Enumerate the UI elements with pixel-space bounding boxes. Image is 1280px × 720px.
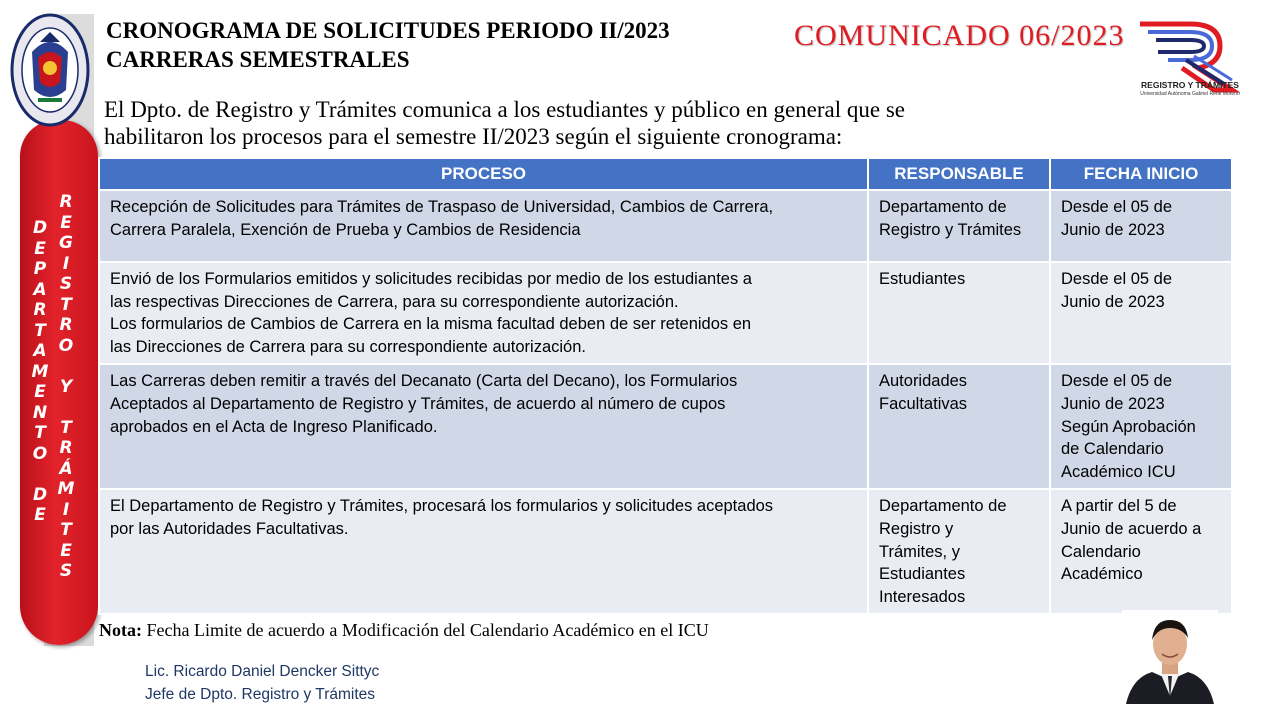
cell-fecha-inicio <box>1050 262 1232 364</box>
schedule-table <box>98 157 1233 615</box>
cell-fecha-inicio-line: Junio de 2023 <box>1061 292 1165 311</box>
footnote <box>99 620 709 641</box>
cell-fecha-inicio-line: Según Aprobación <box>1061 417 1196 436</box>
cell-responsable-line: Trámites, y <box>879 542 960 561</box>
org-logo-subtitle: Universidad Autónoma Gabriel René Moreno <box>1140 91 1240 97</box>
banner-letter: R <box>59 438 73 458</box>
cell-responsable-line: Departamento de <box>879 497 1007 516</box>
banner-letter: E <box>60 540 72 561</box>
table-row-remision <box>99 364 1232 489</box>
cell-responsable <box>868 489 1050 614</box>
cell-proceso-line: Envió de los Formularios emitidos y solicitudes recibidas por medio de los estudiantes a <box>110 270 752 288</box>
banner-word-departamento-de <box>30 218 50 526</box>
banner-letter: Á <box>59 458 73 479</box>
comunicado-number: COMUNICADO 06/2023 <box>794 19 1125 52</box>
note-label: Nota: <box>99 620 142 640</box>
cell-responsable-line: Estudiantes <box>879 565 966 584</box>
cell-fecha-inicio-line: de Calendario <box>1061 440 1164 459</box>
title-line-1: CRONOGRAMA DE SOLICITUDES PERIODO II/2023 <box>106 18 670 43</box>
banner-letter: A <box>33 279 47 300</box>
table-header-row <box>99 158 1232 190</box>
cell-fecha-inicio <box>1050 489 1232 614</box>
cell-proceso-line: Aceptados al Departamento de Registro y Trámites, de acuerdo al número de cupos <box>110 394 726 413</box>
intro-paragraph <box>104 96 1116 150</box>
cell-proceso-line: Los formularios de Cambios de Carrera en la misma facultad deben de ser retenidos en <box>110 315 752 334</box>
cell-responsable-line: Facultativas <box>879 394 968 413</box>
signer-name: Lic. Ricardo Daniel Dencker Sittyc <box>145 663 380 680</box>
cell-proceso-line: Recepción de Solicitudes para Trámites de Traspaso de Universidad, Cambios de Carrera, <box>110 198 774 216</box>
banner-letter: I <box>62 253 70 274</box>
banner-letter: T <box>34 423 46 443</box>
cell-fecha-inicio-line: Desde el 05 de <box>1061 372 1172 391</box>
banner-letter: G <box>59 233 73 253</box>
banner-letter <box>63 356 69 377</box>
banner-word-registro-y-tramites <box>56 192 76 582</box>
cell-proceso-line: las Direcciones de Carrera para su correspondiente autorización. <box>110 337 586 356</box>
banner-letter: E <box>34 505 46 525</box>
cell-responsable-line: Registro y Trámites <box>879 220 1022 239</box>
banner-letter: S <box>59 561 73 581</box>
cell-fecha-inicio-line: A partir del 5 de <box>1061 497 1177 516</box>
signer-portrait-photo <box>1122 610 1218 704</box>
cell-fecha-inicio-line: Junio de 2023 <box>1061 220 1165 239</box>
page-title <box>106 16 670 74</box>
banner-letter: I <box>62 499 70 520</box>
cell-fecha-inicio-line: Junio de 2023 <box>1061 394 1165 413</box>
cell-proceso <box>99 489 868 614</box>
banner-letter: M <box>31 361 49 382</box>
banner-letter: D <box>32 484 48 505</box>
banner-letter: O <box>32 443 48 464</box>
banner-letter: E <box>60 212 72 233</box>
org-logo-name: REGISTRO Y TRÁMITES <box>1141 80 1239 90</box>
cell-proceso <box>99 190 868 262</box>
cell-proceso-line: Las Carreras deben remitir a través del Decanato (Carta del Decano), los Formularios <box>110 372 738 391</box>
cell-fecha-inicio <box>1050 190 1232 262</box>
cell-responsable <box>868 190 1050 262</box>
university-seal-logo <box>10 12 90 128</box>
cell-responsable <box>868 262 1050 364</box>
cell-fecha-inicio-line: Junio de acuerdo a <box>1061 519 1202 538</box>
cell-proceso-line: El Departamento de Registro y Trámites, procesará los formularios y solicitudes aceptados <box>110 497 774 516</box>
cell-proceso-line: por las Autoridades Facultativas. <box>110 519 349 538</box>
note-text: Fecha Limite de acuerdo a Modificación del Calendario Académico en el ICU <box>142 620 709 640</box>
banner-letter: P <box>33 259 47 279</box>
table-row-procesamiento <box>99 489 1232 614</box>
cell-proceso-line: las respectivas Direcciones de Carrera, para su correspondiente autorización. <box>110 292 679 311</box>
banner-letter <box>37 464 43 485</box>
banner-letter: S <box>59 274 73 294</box>
banner-letter: T <box>34 320 46 341</box>
banner-letter: E <box>34 382 46 402</box>
cell-proceso <box>99 262 868 364</box>
intro-line-1: El Dpto. de Registro y Trámites comunica a los estudiantes y público en general que se <box>104 97 906 122</box>
intro-line-2: habilitaron los procesos para el semestre II/2023 según el siguiente cronograma: <box>104 124 843 149</box>
banner-letter: O <box>58 335 74 356</box>
column-header-proceso: PROCESO <box>99 158 868 190</box>
signer-role: Jefe de Dpto. Registro y Trámites <box>145 686 376 703</box>
banner-letter: R <box>33 300 47 320</box>
table-row-envio <box>99 262 1232 364</box>
cell-proceso <box>99 364 868 489</box>
banner-letter: T <box>60 294 72 315</box>
cell-responsable <box>868 364 1050 489</box>
column-header-fecha-inicio: FECHA INICIO <box>1050 158 1232 190</box>
cell-responsable-line: Departamento de <box>879 198 1007 216</box>
cell-responsable-line: Registro y <box>879 519 954 538</box>
cell-responsable-line: Interesados <box>879 587 966 606</box>
banner-letter: M <box>57 479 75 499</box>
cell-fecha-inicio-line: Académico <box>1061 565 1143 584</box>
banner-letter <box>63 397 69 418</box>
banner-letter: R <box>59 192 73 212</box>
banner-letter: N <box>32 402 48 423</box>
cell-fecha-inicio-line: Desde el 05 de <box>1061 198 1172 216</box>
banner-letter: Y <box>59 376 73 397</box>
cell-fecha-inicio-line: Desde el 05 de <box>1061 270 1172 288</box>
banner-letter: T <box>60 520 72 540</box>
signature-block <box>145 660 379 706</box>
banner-letter: D <box>32 218 48 238</box>
banner-letter: A <box>33 341 47 361</box>
cell-fecha-inicio-line: Calendario <box>1061 542 1141 561</box>
cell-proceso-line: Carrera Paralela, Exención de Prueba y Cambios de Residencia <box>110 220 581 239</box>
title-line-2: CARRERAS SEMESTRALES <box>106 47 410 72</box>
column-header-responsable: RESPONSABLE <box>868 158 1050 190</box>
banner-letter: E <box>34 238 46 259</box>
table-row-recepcion <box>99 190 1232 262</box>
cell-responsable-line: Estudiantes <box>879 270 966 288</box>
banner-letter: T <box>60 417 72 438</box>
cell-responsable-line: Autoridades <box>879 372 968 391</box>
cell-fecha-inicio <box>1050 364 1232 489</box>
cell-proceso-line: aprobados en el Acta de Ingreso Planificado. <box>110 417 438 436</box>
cell-fecha-inicio-line: Académico ICU <box>1061 462 1176 481</box>
banner-letter: R <box>59 315 73 335</box>
